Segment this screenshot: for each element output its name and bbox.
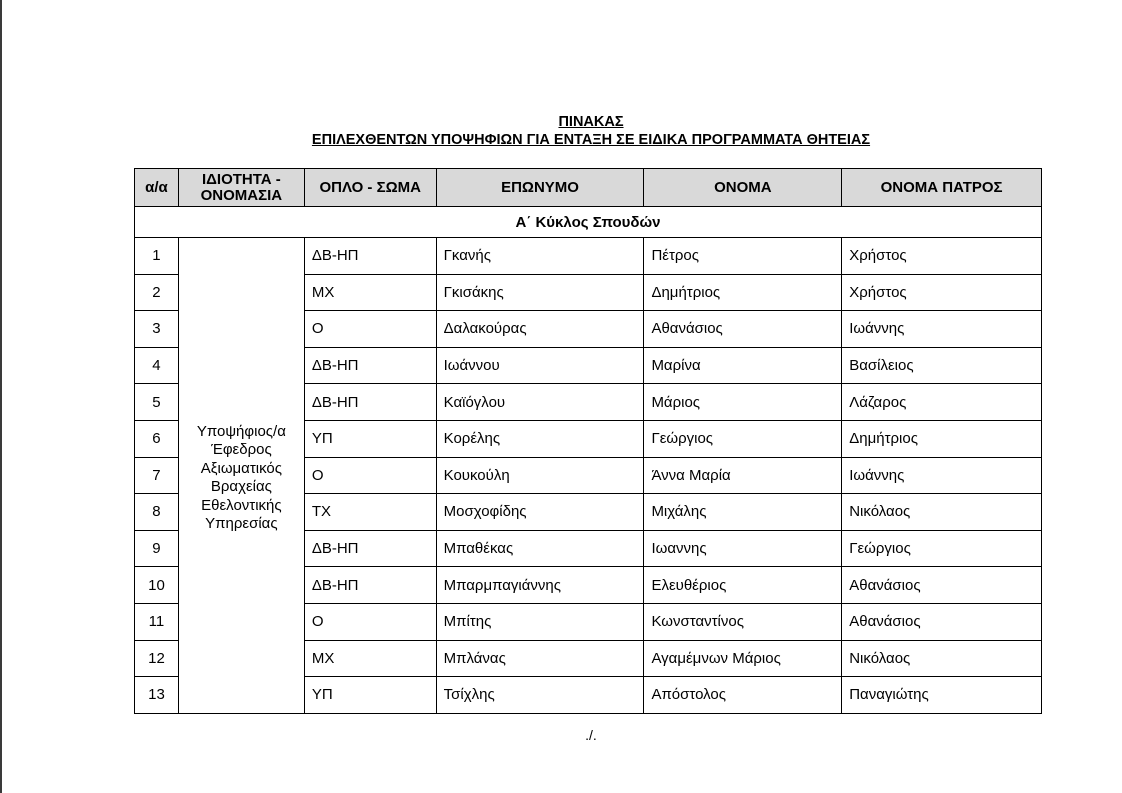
corps-cell: ΜΧ <box>304 640 436 677</box>
header-corps: ΟΠΛΟ - ΣΩΜΑ <box>304 169 436 207</box>
father-name-cell: Χρήστος <box>842 274 1042 311</box>
father-name-cell: Νικόλαος <box>842 494 1042 531</box>
header-aa: α/α <box>135 169 179 207</box>
corps-cell: ΔΒ-ΗΠ <box>304 567 436 604</box>
table-row <box>135 238 1042 275</box>
surname-cell: Γκισάκης <box>436 274 644 311</box>
surname-cell: Καϊόγλου <box>436 384 644 421</box>
corps-cell: Ο <box>304 457 436 494</box>
name-cell: Αγαμέμνων Μάριος <box>644 640 842 677</box>
corps-cell: ΜΧ <box>304 274 436 311</box>
row-number: 6 <box>135 420 179 457</box>
document-title: ΠΙΝΑΚΑΣ <box>558 114 624 130</box>
corps-cell: Ο <box>304 311 436 348</box>
father-name-cell: Νικόλαος <box>842 640 1042 677</box>
father-name-cell: Δημήτριος <box>842 420 1042 457</box>
name-cell: Μαρίνα <box>644 347 842 384</box>
surname-cell: Μπίτης <box>436 603 644 640</box>
name-cell: Δημήτριος <box>644 274 842 311</box>
corps-cell: ΤΧ <box>304 494 436 531</box>
corps-cell: ΥΠ <box>304 420 436 457</box>
corps-cell: ΥΠ <box>304 677 436 714</box>
name-cell: Απόστολος <box>644 677 842 714</box>
table-header-row <box>135 169 1042 207</box>
row-number: 3 <box>135 311 179 348</box>
row-number: 12 <box>135 640 179 677</box>
surname-cell: Γκανής <box>436 238 644 275</box>
header-name: ΟΝΟΜΑ <box>644 169 842 207</box>
name-cell: Άννα Μαρία <box>644 457 842 494</box>
row-number: 10 <box>135 567 179 604</box>
row-number: 13 <box>135 677 179 714</box>
corps-cell: ΔΒ-ΗΠ <box>304 384 436 421</box>
surname-cell: Δαλακούρας <box>436 311 644 348</box>
father-name-cell: Χρήστος <box>842 238 1042 275</box>
father-name-cell: Βασίλειος <box>842 347 1042 384</box>
header-role: ΙΔΙΟΤΗΤΑ - ΟΝΟΜΑΣΙΑ <box>178 169 304 207</box>
role-cell: Υποψήφιος/α Έφεδρος Αξιωματικός Βραχείας Εθελοντικής Υπηρεσίας <box>178 238 304 714</box>
surname-cell: Μπαθέκας <box>436 530 644 567</box>
page-edge <box>0 0 2 793</box>
father-name-cell: Ιωάννης <box>842 311 1042 348</box>
name-cell: Ελευθέριος <box>644 567 842 604</box>
surname-cell: Μπλάνας <box>436 640 644 677</box>
section-label: Α΄ Κύκλος Σπουδών <box>135 207 1042 238</box>
header-father-name: ΟΝΟΜΑ ΠΑΤΡΟΣ <box>842 169 1042 207</box>
surname-cell: Τσίχλης <box>436 677 644 714</box>
name-cell: Γεώργιος <box>644 420 842 457</box>
document-subtitle: ΕΠΙΛΕΧΘΕΝΤΩΝ ΥΠΟΨΗΦΙΩΝ ΓΙΑ ΕΝΤΑΞΗ ΣΕ ΕΙΔΙΚΑ ΠΡΟΓΡΑΜΜΑΤΑ ΘΗΤΕΙΑΣ <box>311 132 871 148</box>
father-name-cell: Ιωάννης <box>842 457 1042 494</box>
name-cell: Πέτρος <box>644 238 842 275</box>
corps-cell: ΔΒ-ΗΠ <box>304 530 436 567</box>
page-continuation-mark: ./. <box>585 727 597 743</box>
name-cell: Μάριος <box>644 384 842 421</box>
row-number: 9 <box>135 530 179 567</box>
corps-cell: Ο <box>304 603 436 640</box>
header-surname: ΕΠΩΝΥΜΟ <box>436 169 644 207</box>
name-cell: Ιωαννης <box>644 530 842 567</box>
father-name-cell: Αθανάσιος <box>842 567 1042 604</box>
row-number: 8 <box>135 494 179 531</box>
surname-cell: Μοσχοφίδης <box>436 494 644 531</box>
surname-cell: Κουκούλη <box>436 457 644 494</box>
surname-cell: Μπαρμπαγιάννης <box>436 567 644 604</box>
name-cell: Αθανάσιος <box>644 311 842 348</box>
name-cell: Κωνσταντίνος <box>644 603 842 640</box>
row-number: 2 <box>135 274 179 311</box>
father-name-cell: Παναγιώτης <box>842 677 1042 714</box>
candidates-table <box>134 168 1042 714</box>
row-number: 1 <box>135 238 179 275</box>
surname-cell: Ιωάννου <box>436 347 644 384</box>
surname-cell: Κορέλης <box>436 420 644 457</box>
row-number: 4 <box>135 347 179 384</box>
father-name-cell: Γεώργιος <box>842 530 1042 567</box>
corps-cell: ΔΒ-ΗΠ <box>304 347 436 384</box>
row-number: 11 <box>135 603 179 640</box>
row-number: 7 <box>135 457 179 494</box>
name-cell: Μιχάλης <box>644 494 842 531</box>
row-number: 5 <box>135 384 179 421</box>
father-name-cell: Λάζαρος <box>842 384 1042 421</box>
corps-cell: ΔΒ-ΗΠ <box>304 238 436 275</box>
section-row <box>135 207 1042 238</box>
father-name-cell: Αθανάσιος <box>842 603 1042 640</box>
